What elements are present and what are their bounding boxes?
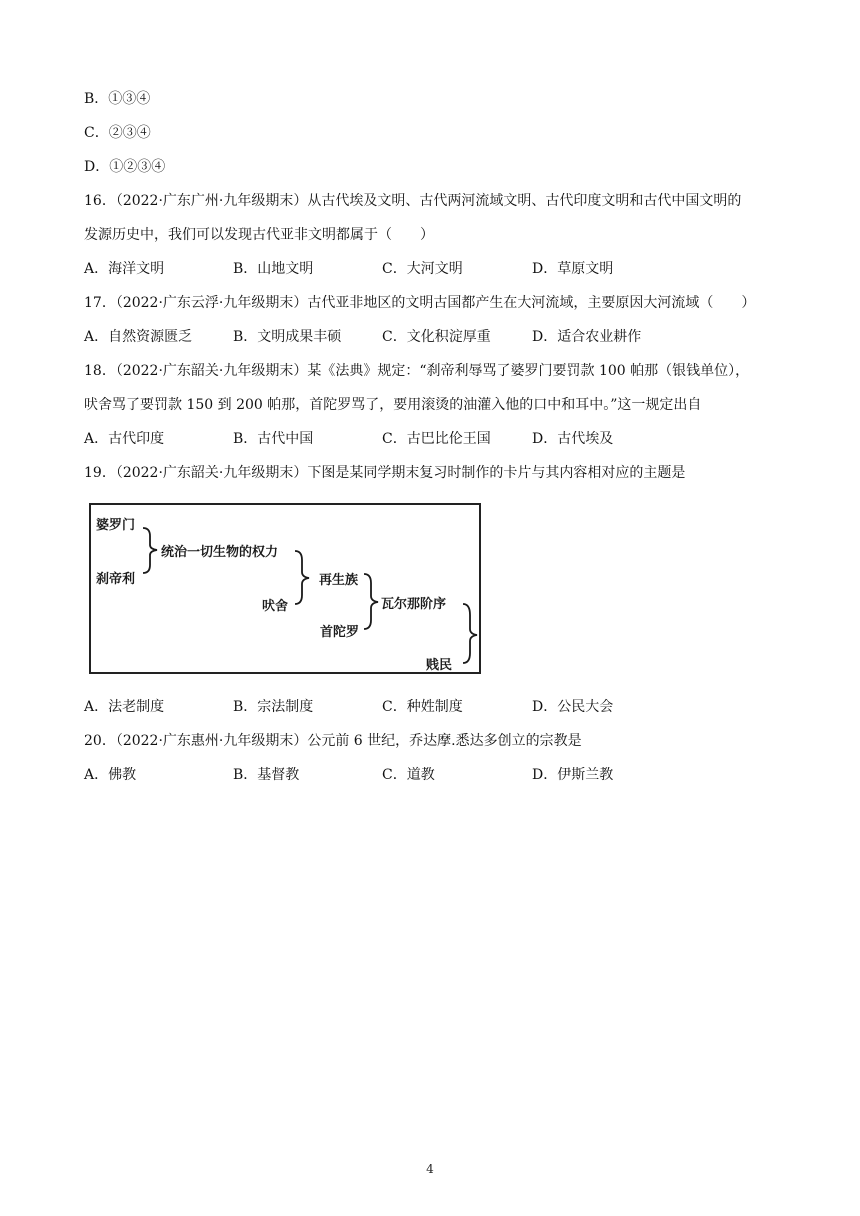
q15-option-b: B．①③④ [84,91,151,107]
caste-diagram-card [89,503,481,674]
q20-option-c: C．道教 [382,767,435,783]
q20-option-a: A．佛教 [84,767,137,783]
q18-option-a: A．古代印度 [84,431,165,447]
brace-lines [91,505,479,672]
q20-option-b: B．基督教 [233,767,300,783]
diagram-label-power: 统治一切生物的权力 [161,545,279,560]
q16-stem-line-2: 发源历史中，我们可以发现古代亚非文明都属于（ ） [84,227,434,243]
brace-4 [463,604,477,663]
q16-option-d: D．草原文明 [532,261,614,277]
q18-option-c: C．古巴比伦王国 [382,431,491,447]
q19-option-b: B．宗法制度 [233,699,314,715]
q18-stem-line-1: 18．（2022·广东韶关·九年级期末）某《法典》规定：“刹帝利辱骂了婆罗门要罚款 100 帕那（银钱单位）， [84,363,750,379]
q19-option-a: A．法老制度 [84,699,165,715]
q16-option-c: C．大河文明 [382,261,463,277]
q18-option-b: B．古代中国 [233,431,314,447]
q17-option-d: D．适合农业耕作 [532,329,642,345]
q18-option-d: D．古代埃及 [532,431,614,447]
q15-option-d: D．①②③④ [84,159,166,175]
q20-option-d: D．伊斯兰教 [532,767,614,783]
q19-stem-line-1: 19．（2022·广东韶关·九年级期末）下图是某同学期末复习时制作的卡片与其内容相对应的主题是 [84,465,686,481]
q18-stem-line-2: 吠舍骂了要罚款 150 到 200 帕那，首陀罗骂了，要用滚烫的油灌入他的口中和耳中。”这一规定出自 [84,397,702,413]
q17-stem-line-1: 17．（2022·广东云浮·九年级期末）古代亚非地区的文明古国都产生在大河流域，主要原因大河流域（ ） [84,295,756,311]
q16-option-a: A．海洋文明 [84,261,165,277]
diagram-label-kshatriya: 刹帝利 [96,572,136,587]
q17-option-b: B．文明成果丰硕 [233,329,342,345]
q16-stem-line-1: 16．（2022·广东广州·九年级期末）从古代埃及文明、古代两河流域文明、古代印度文明和古代中国文明的 [84,193,742,209]
page-number: 4 [426,1162,434,1176]
diagram-label-vaishya: 吠舍 [262,599,289,614]
brace-1 [143,528,157,573]
q17-option-a: A．自然资源匮乏 [84,329,193,345]
diagram-label-shudra: 首陀罗 [320,625,360,640]
diagram-label-twice-born: 再生族 [319,573,359,588]
diagram-label-untouchable: 贱民 [426,658,453,673]
brace-3 [364,574,378,629]
q15-option-c: C．②③④ [84,125,151,141]
q20-stem-line-1: 20．（2022·广东惠州·九年级期末）公元前 6 世纪，乔达摩.悉达多创立的宗教是 [84,733,582,749]
q16-option-b: B．山地文明 [233,261,314,277]
q19-option-c: C．种姓制度 [382,699,463,715]
q17-option-c: C．文化积淀厚重 [382,329,491,345]
diagram-label-varna: 瓦尔那阶序 [381,597,447,612]
brace-2 [295,551,309,604]
diagram-label-brahmin: 婆罗门 [96,518,136,533]
q19-option-d: D．公民大会 [532,699,614,715]
